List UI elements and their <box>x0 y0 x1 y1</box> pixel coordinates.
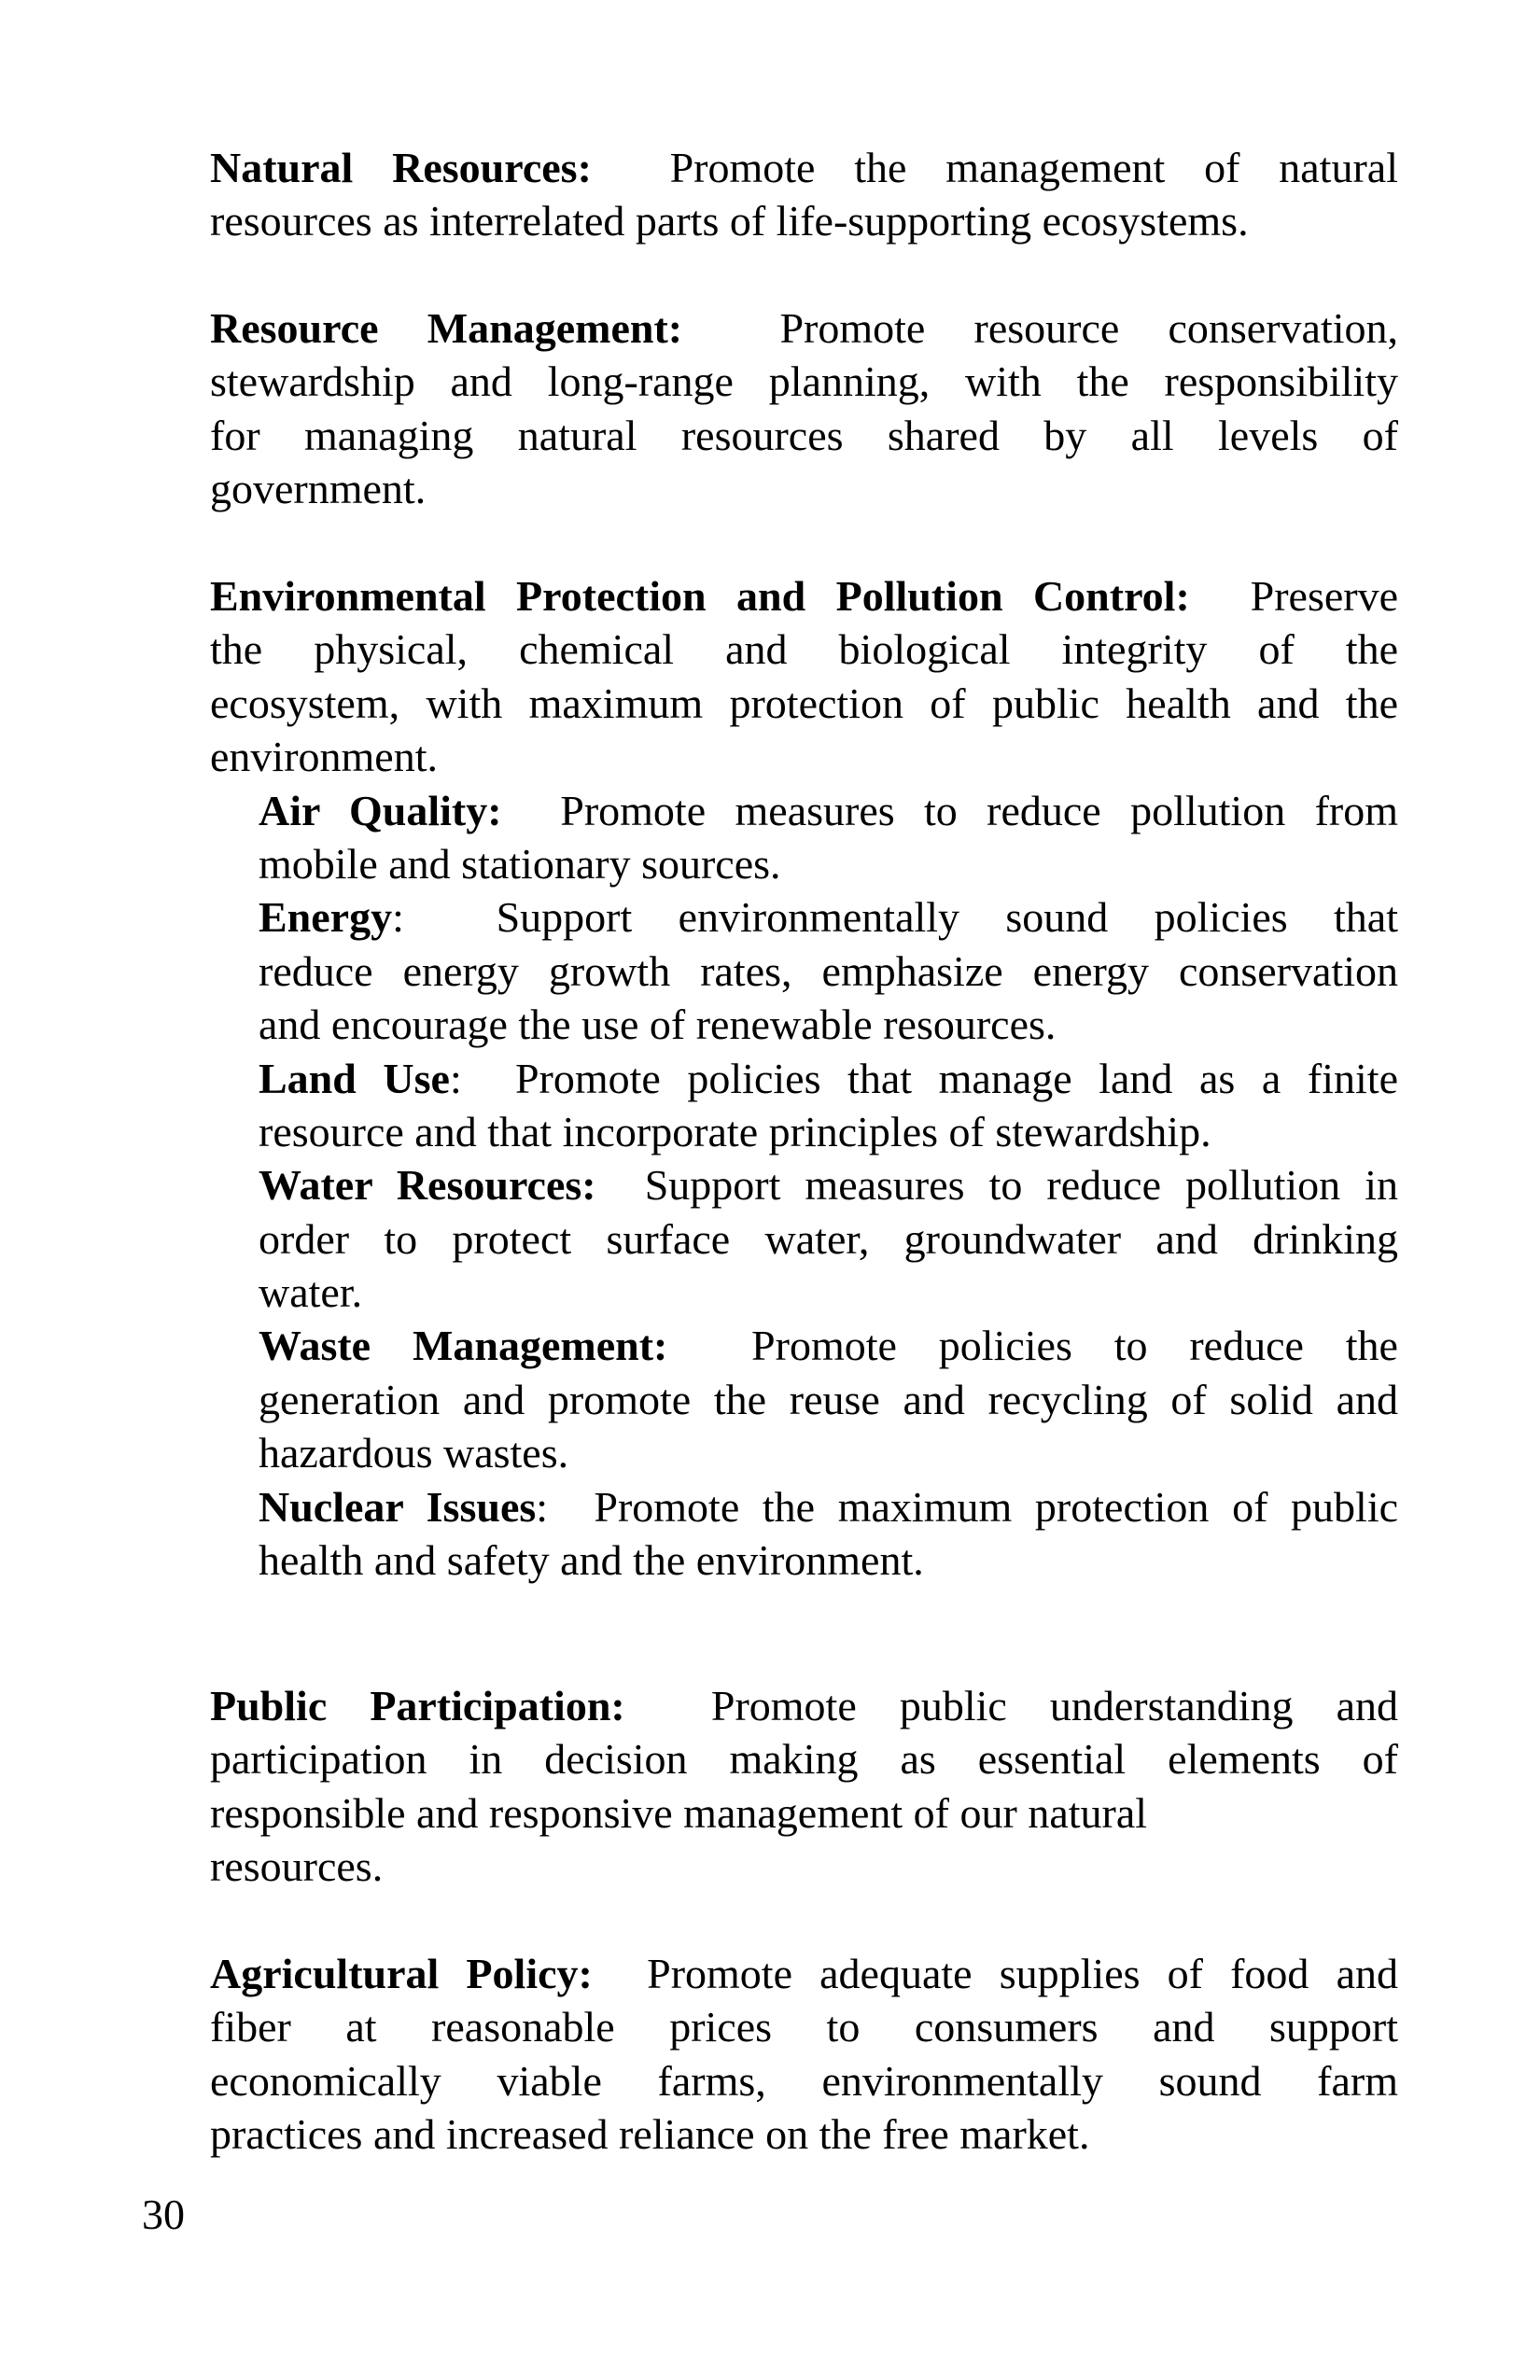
subsection-heading: Land Use <box>259 1054 450 1102</box>
section-line <box>210 141 1398 194</box>
subsection-heading: Waste Management: <box>259 1322 668 1370</box>
section-line: order to protect surface water, groundwater and drinking <box>259 1214 1398 1263</box>
section-text: Promote the maximum protection of public <box>594 1482 1399 1531</box>
subsection-land-use <box>259 1052 1398 1159</box>
heading-colon: : <box>392 893 404 942</box>
section-line: for managing natural resources shared by all levels of <box>210 411 1398 459</box>
section-line: government. <box>210 465 427 513</box>
subsection-heading: Air Quality: <box>259 786 502 834</box>
section-line <box>259 1052 1398 1105</box>
section-line <box>259 1480 1398 1533</box>
section-heading: Environmental Protection and Pollution Control: <box>210 572 1190 620</box>
section-heading: Natural Resources: <box>210 144 592 191</box>
section-text: Promote the management of natural <box>669 144 1398 191</box>
section-line: fiber at reasonable prices to consumers and support <box>210 2003 1398 2051</box>
section-line: hazardous wastes. <box>259 1429 569 1477</box>
section-line: participation in decision making as essential elements of <box>210 1735 1398 1784</box>
subsection-water-resources <box>259 1158 1398 1319</box>
section-line <box>259 1158 1398 1211</box>
section-line <box>259 784 1398 837</box>
section-line: mobile and stationary sources. <box>259 839 781 888</box>
section-public-participation <box>210 1679 1398 1894</box>
section-resource-management <box>210 301 1398 516</box>
section-line <box>259 1319 1398 1372</box>
section-text: Promote policies to reduce the <box>751 1322 1398 1370</box>
section-line: ecosystem, with maximum protection of public health and the <box>210 679 1398 727</box>
subsection-air-quality <box>259 784 1398 891</box>
section-text: Promote resource conservation, <box>779 304 1399 352</box>
heading-colon: : <box>449 1054 462 1102</box>
subsection-heading: Water Resources: <box>259 1161 596 1210</box>
section-line: practices and increased reliance on the free market. <box>210 2110 1090 2159</box>
subsection-energy <box>259 890 1398 1051</box>
section-line <box>259 890 1398 944</box>
section-text: Promote measures to reduce pollution from <box>560 786 1398 834</box>
section-agricultural-policy <box>210 1947 1398 2162</box>
section-text: Promote policies that manage land as a finite <box>514 1054 1399 1102</box>
section-line <box>210 1947 1398 2000</box>
section-line: health and safety and the environment. <box>259 1536 924 1585</box>
subsection-heading: Nuclear Issues <box>259 1482 537 1531</box>
section-line: reduce energy growth rates, emphasize energy conservation <box>259 946 1398 995</box>
section-text: Promote adequate supplies of food and <box>647 1950 1398 1997</box>
subsection-nuclear-issues <box>259 1480 1398 1588</box>
section-line: resource and that incorporate principles of stewardship. <box>259 1107 1211 1155</box>
subsection-heading: Energy <box>259 893 393 942</box>
section-line <box>210 569 1398 623</box>
section-line: responsible and responsive management of our natural <box>210 1788 1148 1837</box>
section-line: and encourage the use of renewable resources. <box>259 1001 1057 1049</box>
section-natural-resources <box>210 141 1398 248</box>
section-line: water. <box>259 1268 363 1317</box>
section-line: environment. <box>210 733 438 781</box>
section-heading: Resource Management: <box>210 304 683 352</box>
section-text: Support measures to reduce pollution in <box>644 1161 1398 1210</box>
section-line: stewardship and long-range planning, with the responsibility <box>210 357 1398 406</box>
section-line <box>210 301 1398 355</box>
section-line: resources as interrelated parts of life-supporting ecosystems. <box>210 197 1249 245</box>
section-text: Support environmentally sound policies that <box>496 893 1399 942</box>
section-line <box>210 1679 1398 1732</box>
section-line: generation and promote the reuse and recycling of solid and <box>259 1375 1398 1423</box>
section-heading: Agricultural Policy: <box>210 1950 593 1997</box>
section-line: the physical, chemical and biological integrity of the <box>210 625 1398 674</box>
subsection-waste-management <box>259 1319 1398 1479</box>
section-text: Promote public understanding and <box>710 1682 1398 1729</box>
heading-colon: : <box>536 1482 549 1531</box>
page-number: 30 <box>142 2191 185 2238</box>
section-line: resources. <box>210 1842 384 1891</box>
section-environmental-protection <box>210 569 1398 1587</box>
section-heading: Public Participation: <box>210 1682 625 1729</box>
section-text: Preserve <box>1250 572 1398 620</box>
section-line: economically viable farms, environmentally sound farm <box>210 2056 1398 2105</box>
